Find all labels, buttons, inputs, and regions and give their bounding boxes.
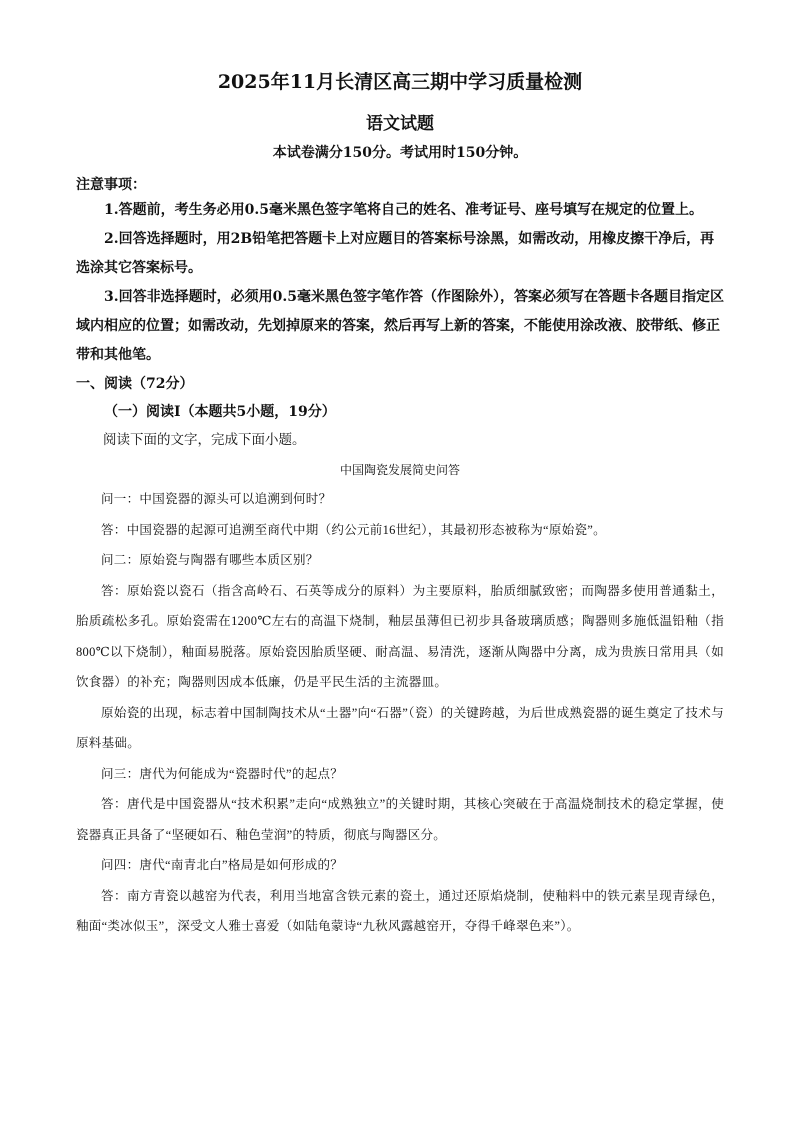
exam-title: 2025年11月长清区高三期中学习质量检测 [217, 71, 583, 93]
article-paragraph: 答：唐代是中国瓷器从“技术积累”走向“成熟独立”的关键时期，其核心突破在于高温烧制技术的稳定掌握，使瓷器真正具备了“坚硬如石、釉色莹润”的特质，彻底与陶器区分。 [76, 797, 724, 842]
exam-subtitle: 语文试题 [366, 114, 434, 134]
article-paragraph: 答：南方青瓷以越窑为代表，利用当地富含铁元素的瓷土，通过还原焰烧制，使釉料中的铁元素呈现青绿色，釉面“类冰似玉”，深受文人雅士喜爱（如陆龟蒙诗“九秋风露越窑开，夺得千峰翠色来”）。 [76, 888, 724, 933]
section-heading: 一、阅读（72分） [76, 376, 194, 392]
notice-item: 1.答题前，考生务必用0.5毫米黑色签字笔将自己的姓名、准考证号、座号填写在规定的位置上。 [104, 202, 703, 218]
notice-heading: 注意事项： [76, 177, 146, 193]
article-paragraph: 问二：原始瓷与陶器有哪些本质区别？ [101, 553, 319, 567]
article-title: 中国陶瓷发展简史问答 [339, 463, 460, 477]
article-paragraph: 答：中国瓷器的起源可追溯至商代中期（约公元前16世纪），其最初形态被称为“原始瓷”。 [101, 522, 606, 537]
subsection-heading: （一）阅读Ⅰ（本题共5小题，19分） [104, 404, 336, 420]
article-paragraph: 问三：唐代为何能成为“瓷器时代”的起点？ [101, 766, 344, 781]
article-paragraph: 问四：唐代“南青北白”格局是如何形成的？ [101, 858, 344, 872]
exam-meta: 本试卷满分150分。考试用时150分钟。 [272, 145, 528, 161]
reading-instruction: 阅读下面的文字，完成下面小题。 [103, 432, 306, 447]
article-paragraph: 原始瓷的出现，标志着中国制陶技术从“土器”向“石器”（瓷）的关键跨越，为后世成熟瓷器的诞生奠定了技术与原料基础。 [76, 705, 724, 750]
notice-item: 3.回答非选择题时，必须用0.5毫米黑色签字笔作答（作图除外），答案必须写在答题卡各题目指定区域内相应的位置；如需改动，先划掉原来的答案，然后再写上新的答案，不能使用涂改液、胶带纸、修正带和其他笔。 [76, 289, 724, 363]
notice-item: 2.回答选择题时，用2B铅笔把答题卡上对应题目的答案标号涂黑，如需改动，用橡皮擦干净后，再选涂其它答案标号。 [76, 231, 715, 276]
article-paragraph: 问一：中国瓷器的源头可以追溯到何时？ [101, 492, 332, 506]
article-paragraph: 答：原始瓷以瓷石（指含高岭石、石英等成分的原料）为主要原料，胎质细腻致密；而陶器多使用普通黏土，胎质疏松多孔。原始瓷需在1200℃左右的高温下烧制，釉层虽薄但已初步具备玻璃质感；陶器则多施低温铅釉（指800℃以下烧制），釉面易脱落。原始瓷因胎质坚硬、耐高温、易清洗，逐渐从陶器中分离，成为贵族日常用具（如饮食器）的补充；陶器则因成本低廉，仍是平民生活的主流器皿。 [76, 583, 724, 689]
